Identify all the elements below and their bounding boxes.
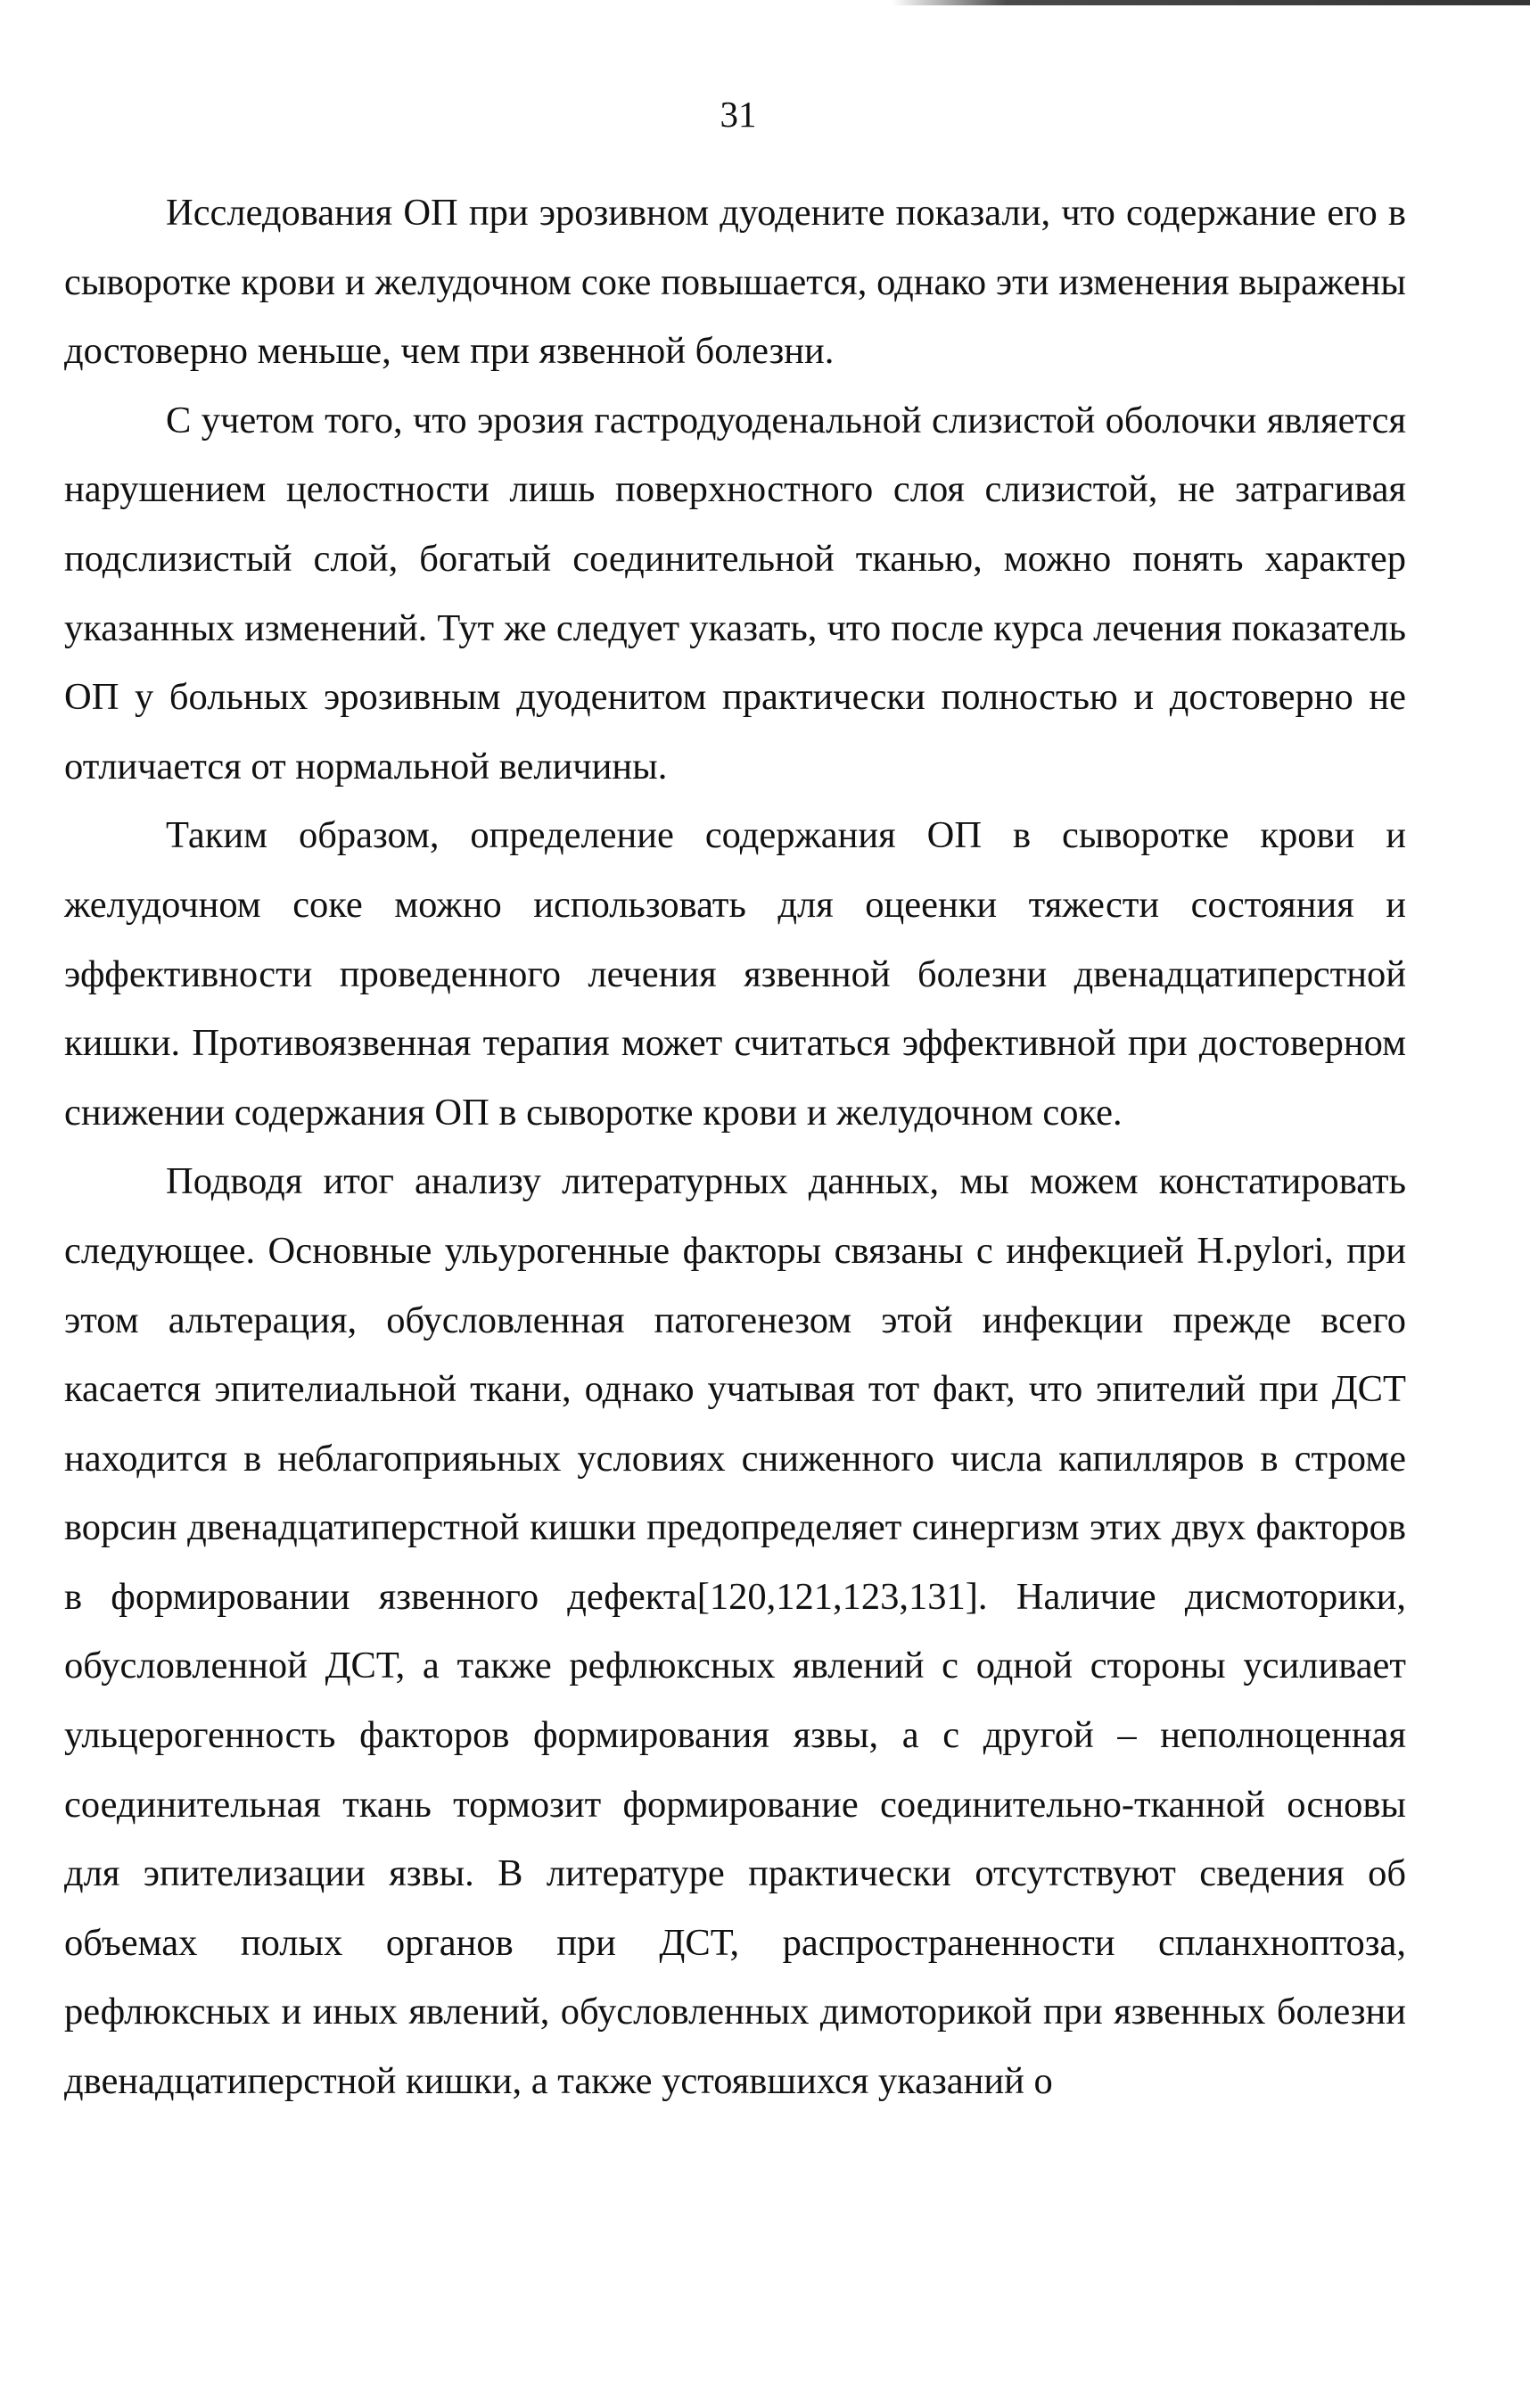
page-number: 31 [720,94,757,135]
paragraph: Подводя итог анализу литературных данных, мы можем констатировать следующее. Основные ульурогенные факторы связаны с инфекцией H.pylori, при этом альтерация, обусловленная патогенезом этой инфекции прежде всего касается эпителиальной ткани, однако учатывая тот факт, что эпителий при ДСТ находится в неблагоприяьных условиях сниженного числа капилляров в строме ворсин двенадцатиперстной кишки предопределяет синергизм этих двух факторов в формировании язвенного дефекта[120,121,123,131]. Наличие дисмоторики, обусловленной ДСТ, а также рефлюксных явлений с одной стороны усиливает ульцерогенность факторов формирования язвы, а с другой – неполноценная соединительная ткань тормозит формирование соединительно-тканной основы для эпителизации язвы. В литературе практически отсутствуют сведения об объемах полых органов при ДСТ, распространенности спланхноптоза, рефлюксных и иных явлений, обусловленных димоторикой при язвенных болезни двенадцатиперстной кишки, а также устоявшихся указаний о [64,1160,1406,2103]
paragraph: С учетом того, что эрозия гастродуоденальной слизистой оболочки является нарушением целостности лишь поверхностного слоя слизистой, не затрагивая подслизистый слой, богатый соединительной тканью, можно понять характер указанных изменений. Тут же следует указать, что после курса лечения показатель ОП у больных эрозивным дуоденитом практически полностью и достоверно не отличается от нормальной величины. [64,399,1406,788]
paragraph: Таким образом, определение содержания ОП в сыворотке крови и желудочном соке можно использовать для оцеенки тяжести состояния и эффективности проведенного лечения язвенной болезни двенадцатиперстной кишки. Противоязвенная терапия может считаться эффективной при достоверном снижении содержания ОП в сыворотке крови и желудочном соке. [64,814,1406,1134]
paragraph: Исследования ОП при эрозивном дуодените показали, что содержание его в сыворотке крови и желудочном соке повышается, однако эти изменения выражены достоверно меньше, чем при язвенной болезни. [64,192,1406,373]
scan-edge-mark [892,0,1530,5]
body-text [64,178,1406,2116]
